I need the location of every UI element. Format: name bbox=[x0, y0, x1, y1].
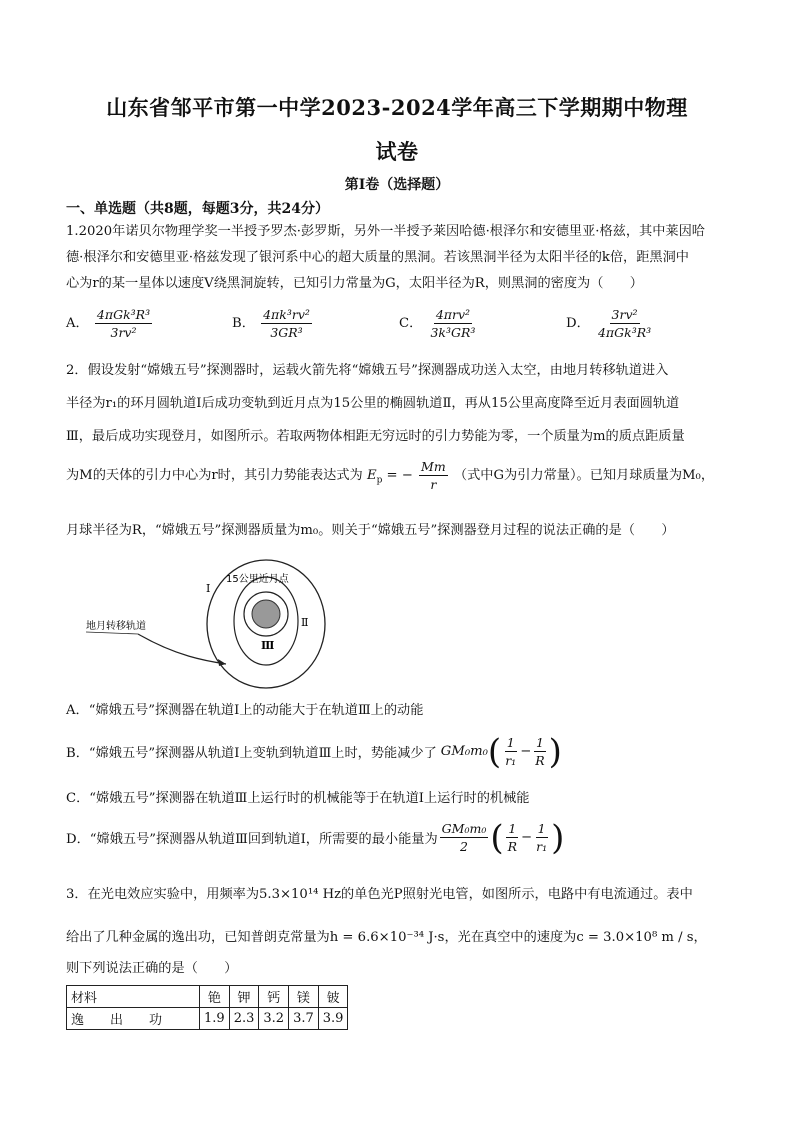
transfer-orbit-curve bbox=[138, 634, 226, 664]
work-function-table bbox=[66, 985, 348, 1030]
arrow-icon bbox=[218, 659, 226, 666]
q2-option-b[interactable]: B．“嫦娥五号”探测器从轨道Ⅰ上变轨到轨道Ⅲ上时，势能减少了 GM₀m₀ ( $\frac{1}{\text{r₁}}$ − $\frac{1}{R}$ ) bbox=[66, 731, 562, 772]
q2-option-a[interactable]: A．“嫦娥五号”探测器在轨道Ⅰ上的动能大于在轨道Ⅲ上的动能 bbox=[66, 703, 424, 718]
option-fraction: $\frac{\text{4πk³rv²}}{\text{3GR³}}$ bbox=[263, 307, 310, 340]
q1-option-c[interactable] bbox=[399, 306, 479, 341]
table-row: 逸 出 功 1.9 2.3 3.2 3.7 3.9 bbox=[67, 1008, 348, 1030]
q1-line3: 心为r的某一星体以速度V绕黑洞旋转，已知引力常量为G，太阳半径为R，则黑洞的密度为（ ） bbox=[66, 276, 643, 291]
q3-line2: 给出了几种金属的逸出功，已知普朗克常量为h = 6.6×10⁻³⁴ J·s，光在真空中的速度为c = 3.0×10⁸ m / s， bbox=[66, 930, 707, 945]
option-label: A． bbox=[66, 316, 89, 331]
label-transfer-orbit: 地月转移轨道 bbox=[86, 621, 146, 632]
option-fraction: $\frac{\text{4πGk³R³}}{\text{3rv²}}$ bbox=[96, 307, 151, 340]
q3-line3: 则下列说法正确的是（ ） bbox=[66, 961, 238, 976]
orbit-diagram bbox=[66, 556, 356, 696]
potential-energy-fraction: $\frac{Mm}{r}$ bbox=[421, 459, 446, 492]
option-fraction: $\frac{\text{3rv²}}{\text{4πGk³R³}}$ bbox=[597, 307, 652, 340]
page-title: 山东省邹平市第一中学2023-2024学年高三下学期期中物理 bbox=[106, 95, 688, 120]
q2-line1: 2．假设发射“嫦娥五号”探测器时，运载火箭先将“嫦娥五号”探测器成功送入太空，由地月转移轨道进入 bbox=[66, 363, 669, 378]
q2-line2: 半径为r₁的环月圆轨道Ⅰ后成功变轨到近月点为15公里的椭圆轨道Ⅱ，再从15公里高度降至近月表面圆轨道 bbox=[66, 396, 680, 411]
moon bbox=[252, 600, 280, 628]
label-perilune: 15公里近月点 bbox=[226, 574, 289, 585]
label-orbit-2: Ⅱ bbox=[301, 616, 309, 629]
label-orbit-1: Ⅰ bbox=[206, 582, 211, 595]
option-fraction: $\frac{\text{4πrv²}}{\text{3k³GR³}}$ bbox=[430, 307, 476, 340]
q1-line1: 1.2020年诺贝尔物理学奖一半授予罗杰·彭罗斯，另外一半授予莱因哈德·根泽尔和安德里亚·格兹，其中莱因哈 bbox=[66, 224, 705, 239]
q2-option-d[interactable]: D．“嫦娥五号”探测器从轨道Ⅲ回到轨道Ⅰ，所需要的最小能量为 $\frac{\text{GM₀m₀}}{2}$ ( $\frac{1}{R}$ − $\frac{1}{\text{r₁}}$ ) bbox=[66, 817, 565, 858]
leader-line bbox=[86, 632, 138, 634]
option-label: D． bbox=[566, 316, 590, 331]
label-orbit-3: Ⅲ bbox=[261, 639, 275, 652]
q3-line1: 3．在光电效应实验中，用频率为5.3×10¹⁴ Hz的单色光P照射光电管，如图所示，电路中有电流通过。表中 bbox=[66, 887, 693, 902]
q1-option-a[interactable] bbox=[66, 306, 154, 341]
q2-option-c[interactable]: C．“嫦娥五号”探测器在轨道Ⅲ上运行时的机械能等于在轨道Ⅰ上运行时的机械能 bbox=[66, 791, 530, 806]
volume-label: 第Ⅰ卷（选择题） bbox=[344, 177, 450, 193]
q2-line5: 月球半径为R，“嫦娥五号”探测器质量为m₀。则关于“嫦娥五号”探测器登月过程的说法正确的是（ ） bbox=[66, 523, 675, 538]
option-label: C． bbox=[399, 316, 423, 331]
section-heading: 一、单选题（共8题，每题3分，共24分） bbox=[66, 201, 329, 217]
q2-line3: Ⅲ，最后成功实现登月，如图所示。若取两物体相距无穷远时的引力势能为零，一个质量为m的质点距质量 bbox=[66, 429, 685, 444]
q1-option-d[interactable] bbox=[566, 306, 655, 341]
q2-line4: 为M的天体的引力中心为r时，其引力势能表达式为 $E_p$ = − $\frac{Mm}{r}$ （式中G为引力常量）。已知月球质量为M₀， bbox=[66, 459, 715, 492]
option-label: B． bbox=[232, 316, 255, 331]
page-title-line2: 试卷 bbox=[375, 139, 419, 164]
q1-line2: 德·根泽尔和安德里亚·格兹发现了银河系中心的超大质量的黑洞。若该黑洞半径为太阳半径的k倍，距黑洞中 bbox=[66, 250, 689, 265]
table-row: 材料 铯 钾 钙 镁 铍 bbox=[67, 986, 348, 1008]
q1-option-b[interactable] bbox=[232, 306, 314, 341]
